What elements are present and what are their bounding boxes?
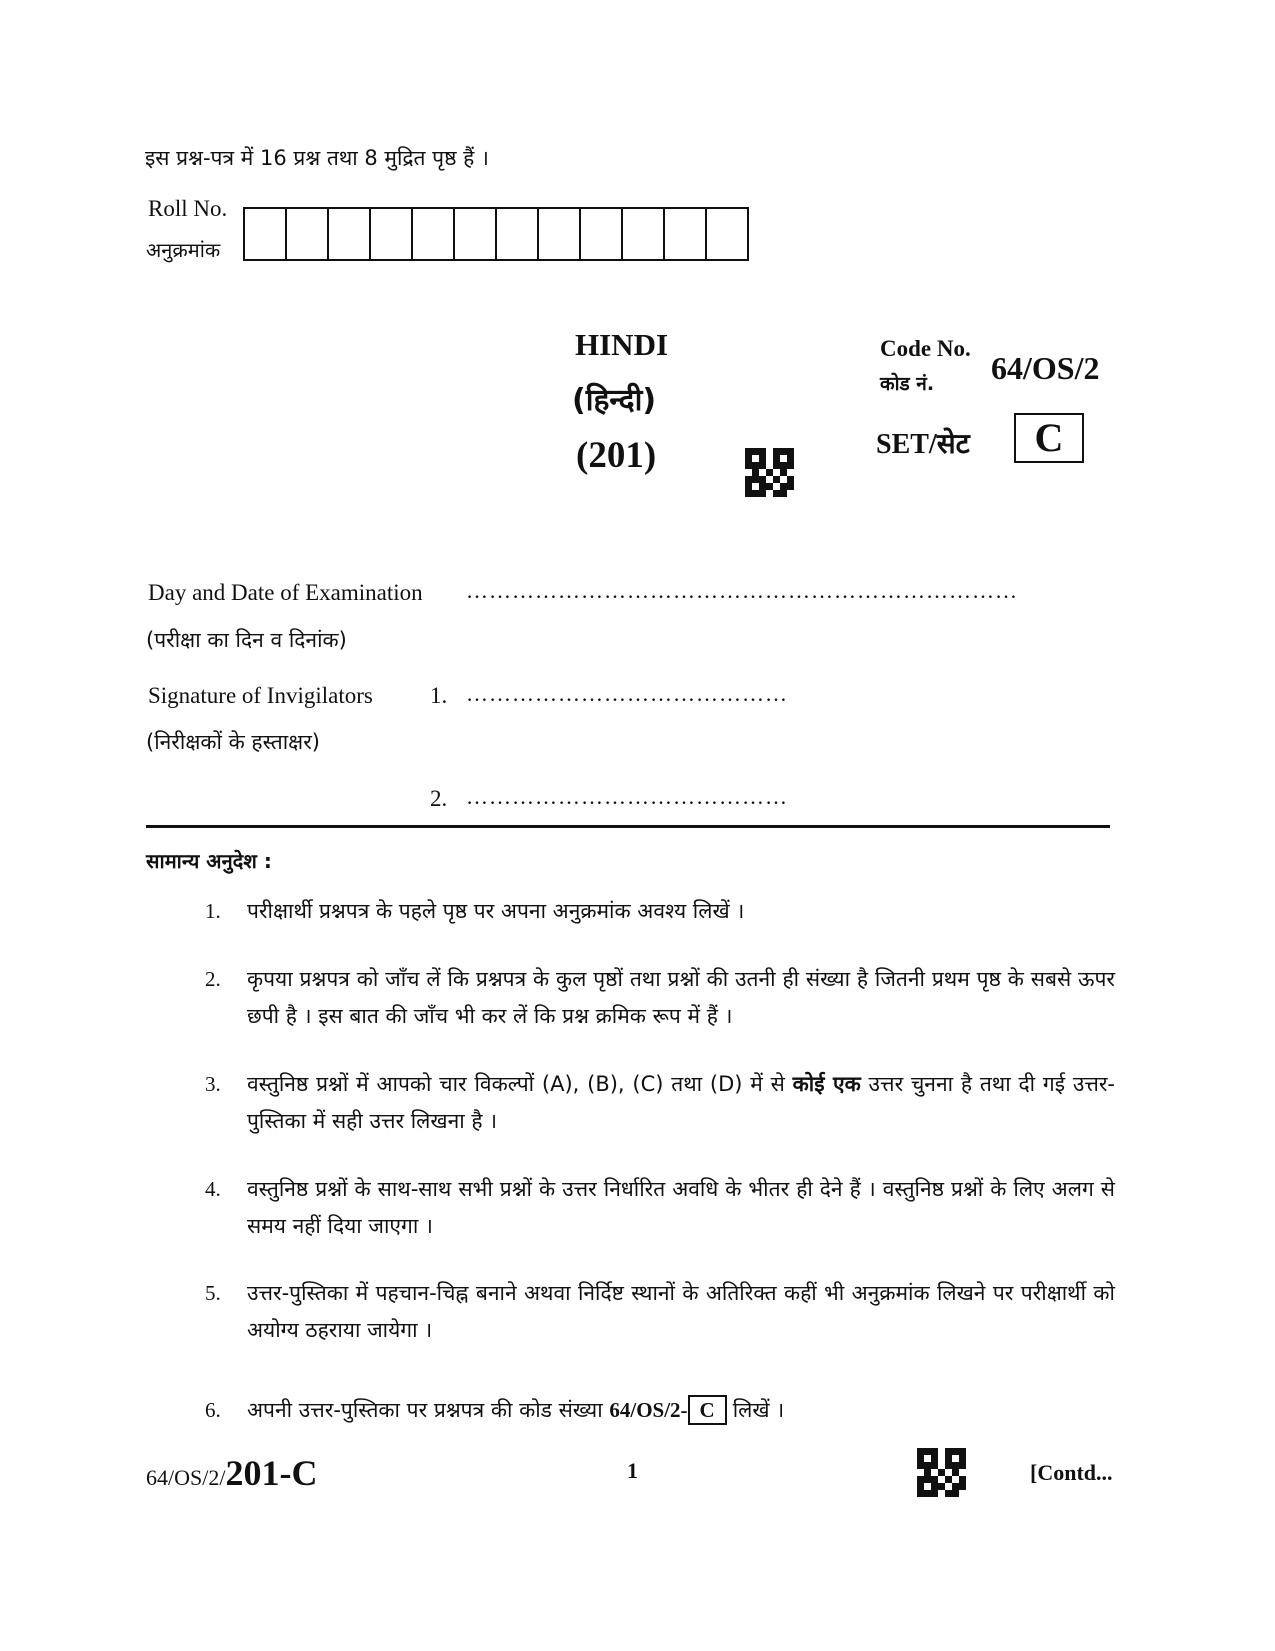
- qr-module: [931, 1448, 938, 1455]
- roll-number-digit-box[interactable]: [707, 209, 749, 259]
- set-code-inline-box: C: [688, 1395, 727, 1425]
- qr-module: [787, 462, 794, 469]
- invigilator-signature-label-hindi: (निरीक्षकों के हस्ताक्षर): [146, 730, 320, 754]
- qr-module: [917, 1483, 924, 1490]
- footer-paper-code: [146, 1452, 317, 1494]
- qr-module: [952, 1490, 959, 1497]
- qr-module: [931, 1490, 938, 1497]
- qr-module: [745, 483, 752, 490]
- set-value-box: C: [1014, 413, 1084, 463]
- qr-module: [780, 448, 787, 455]
- qr-module: [787, 448, 794, 455]
- question-paper-note: इस प्रश्न-पत्र में 16 प्रश्न तथा 8 मुद्रित पृष्ठ हैं ।: [145, 146, 489, 170]
- qr-module: [766, 483, 773, 490]
- roll-number-digit-box[interactable]: [371, 209, 413, 259]
- instruction-emphasis: कोई एक: [792, 1072, 861, 1096]
- instruction-number: 2.: [205, 967, 221, 991]
- qr-module: [924, 1462, 931, 1469]
- qr-module: [952, 1476, 959, 1483]
- qr-module: [766, 448, 773, 455]
- roll-number-digit-box[interactable]: [455, 209, 497, 259]
- instruction-number: 5.: [205, 1281, 221, 1305]
- instruction-item: [205, 1066, 1115, 1140]
- qr-module: [931, 1469, 938, 1476]
- qr-module: [959, 1455, 966, 1462]
- qr-module: [745, 476, 752, 483]
- qr-module: [759, 483, 766, 490]
- qr-module: [752, 462, 759, 469]
- instruction-text-part: वस्तुनिष्ठ प्रश्नों में आपको चार विकल्पों (A), (B), (C) तथा (D) में से: [247, 1072, 793, 1096]
- exam-date-label-hindi: (परीक्षा का दिन व दिनांक): [146, 628, 347, 652]
- qr-module: [924, 1455, 931, 1462]
- qr-module: [952, 1469, 959, 1476]
- qr-module: [752, 476, 759, 483]
- qr-module: [959, 1469, 966, 1476]
- footer-code-small: 64/OS/2/: [146, 1465, 226, 1490]
- roll-number-digit-box[interactable]: [581, 209, 623, 259]
- qr-module: [952, 1483, 959, 1490]
- qr-module: [917, 1469, 924, 1476]
- qr-module: [938, 1476, 945, 1483]
- qr-module: [917, 1455, 924, 1462]
- roll-number-digit-box[interactable]: [665, 209, 707, 259]
- qr-module: [752, 448, 759, 455]
- qr-module: [931, 1462, 938, 1469]
- roll-number-digit-box[interactable]: [539, 209, 581, 259]
- qr-module: [745, 462, 752, 469]
- qr-module: [938, 1455, 945, 1462]
- qr-module: [938, 1469, 945, 1476]
- qr-module: [959, 1476, 966, 1483]
- qr-code-icon: [917, 1448, 966, 1497]
- qr-module: [917, 1462, 924, 1469]
- qr-module: [959, 1462, 966, 1469]
- qr-module: [924, 1469, 931, 1476]
- qr-module: [931, 1476, 938, 1483]
- set-label: SET/सेट: [876, 429, 970, 460]
- qr-module: [766, 462, 773, 469]
- qr-module: [931, 1455, 938, 1462]
- instruction-item: [205, 1171, 1115, 1245]
- section-divider: [146, 825, 1110, 828]
- qr-module: [773, 483, 780, 490]
- qr-module: [773, 490, 780, 497]
- footer-code-large: 201-C: [225, 1453, 318, 1493]
- qr-module: [787, 476, 794, 483]
- qr-module: [773, 455, 780, 462]
- code-number-label: Code No.: [880, 336, 971, 361]
- invigilator-signature-label: Signature of Invigilators: [148, 683, 373, 708]
- qr-module: [938, 1483, 945, 1490]
- continued-label: [Contd...: [1030, 1460, 1113, 1485]
- qr-module: [780, 455, 787, 462]
- instruction-text: [247, 1392, 1115, 1429]
- qr-module: [787, 483, 794, 490]
- page-number: 1: [627, 1458, 638, 1483]
- subject-name: HINDI: [575, 327, 669, 362]
- qr-module: [938, 1462, 945, 1469]
- qr-module: [959, 1490, 966, 1497]
- instruction-text: परीक्षार्थी प्रश्नपत्र के पहले पृष्ठ पर अपना अनुक्रमांक अवश्य लिखें ।: [247, 899, 745, 923]
- qr-module: [752, 455, 759, 462]
- qr-module: [945, 1448, 952, 1455]
- instruction-number: 6.: [205, 1398, 221, 1422]
- qr-module: [766, 455, 773, 462]
- instruction-text-part: लिखें ।: [732, 1398, 785, 1422]
- qr-module: [917, 1448, 924, 1455]
- roll-number-digit-box[interactable]: [287, 209, 329, 259]
- qr-module: [752, 490, 759, 497]
- qr-module: [924, 1448, 931, 1455]
- roll-number-label: Roll No.: [148, 196, 228, 221]
- qr-module: [917, 1490, 924, 1497]
- instruction-item: [205, 1392, 1115, 1429]
- qr-module: [773, 448, 780, 455]
- roll-number-digit-box[interactable]: [497, 209, 539, 259]
- qr-module: [773, 469, 780, 476]
- paper-code-inline: 64/OS/2-: [609, 1398, 688, 1422]
- roll-number-digit-box[interactable]: [245, 209, 287, 259]
- signature-number-1: 1.: [430, 683, 448, 708]
- qr-module: [766, 490, 773, 497]
- qr-module: [759, 455, 766, 462]
- instruction-text: उत्तर-पुस्तिका में पहचान-चिह्न बनाने अथवा निर्दिष्ट स्थानों के अतिरिक्त कहीं भी अनुक्रमांक लिखने पर परीक्षार्थी को अयोग्य ठहराया जायेगा ।: [247, 1281, 1115, 1342]
- qr-module: [787, 455, 794, 462]
- signature-number-2: 2.: [430, 786, 448, 811]
- qr-module: [959, 1448, 966, 1455]
- qr-module: [759, 476, 766, 483]
- qr-module: [959, 1483, 966, 1490]
- qr-module: [759, 462, 766, 469]
- exam-date-field[interactable]: ………………………………………………………………: [466, 578, 1018, 603]
- qr-module: [780, 483, 787, 490]
- signature-field-2[interactable]: ……………………………………: [466, 784, 788, 809]
- exam-date-label: Day and Date of Examination: [148, 580, 423, 605]
- subject-code: (201): [576, 435, 657, 476]
- qr-module: [745, 448, 752, 455]
- qr-module: [780, 469, 787, 476]
- qr-module: [917, 1476, 924, 1483]
- instruction-item: [205, 1275, 1115, 1349]
- qr-module: [745, 469, 752, 476]
- instruction-text-part: उत्तर चुनना है तथा दी गई उत्तर-पुस्तिका में सही उत्तर लिखना है ।: [247, 1072, 1115, 1133]
- instructions-title: सामान्य अनुदेश :: [146, 849, 272, 873]
- roll-number-digit-box[interactable]: [623, 209, 665, 259]
- qr-code-icon: [745, 448, 794, 497]
- qr-module: [787, 490, 794, 497]
- instruction-text: [247, 1066, 1115, 1140]
- qr-module: [945, 1476, 952, 1483]
- qr-module: [945, 1462, 952, 1469]
- qr-module: [952, 1462, 959, 1469]
- roll-number-digit-box[interactable]: [329, 209, 371, 259]
- qr-module: [931, 1483, 938, 1490]
- qr-module: [924, 1476, 931, 1483]
- qr-module: [759, 469, 766, 476]
- qr-module: [759, 490, 766, 497]
- qr-module: [745, 490, 752, 497]
- roll-number-digit-box[interactable]: [413, 209, 455, 259]
- instruction-number: 3.: [205, 1072, 221, 1096]
- instruction-item: [205, 893, 1115, 930]
- instruction-text: कृपया प्रश्नपत्र को जाँच लें कि प्रश्नपत्र के कुल पृष्ठों तथा प्रश्नों की उतनी ही संख्या है जितनी प्रथम पृष्ठ के सबसे ऊपर छपी है । इस बात की जाँच भी कर लें कि प्रश्न क्रमिक रूप में हैं ।: [247, 967, 1115, 1028]
- qr-module: [938, 1448, 945, 1455]
- qr-module: [787, 469, 794, 476]
- qr-module: [945, 1490, 952, 1497]
- qr-module: [945, 1455, 952, 1462]
- qr-module: [766, 469, 773, 476]
- roll-number-label-hindi: अनुक्रमांक: [146, 238, 221, 262]
- qr-module: [752, 483, 759, 490]
- qr-module: [752, 469, 759, 476]
- qr-module: [773, 462, 780, 469]
- signature-field-1[interactable]: ……………………………………: [466, 681, 788, 706]
- qr-module: [952, 1455, 959, 1462]
- qr-module: [766, 476, 773, 483]
- qr-module: [780, 490, 787, 497]
- qr-module: [780, 476, 787, 483]
- qr-module: [924, 1483, 931, 1490]
- qr-module: [745, 455, 752, 462]
- subject-name-hindi: (हिन्दी): [572, 383, 657, 418]
- qr-module: [780, 462, 787, 469]
- instruction-number: 4.: [205, 1177, 221, 1201]
- qr-module: [759, 448, 766, 455]
- qr-module: [924, 1490, 931, 1497]
- instruction-item: [205, 961, 1115, 1035]
- instruction-text: वस्तुनिष्ठ प्रश्नों के साथ-साथ सभी प्रश्नों के उत्तर निर्धारित अवधि के भीतर ही देने हैं । वस्तुनिष्ठ प्रश्नों के लिए अलग से समय नहीं दिया जाएगा ।: [247, 1177, 1115, 1238]
- instruction-number: 1.: [205, 899, 221, 923]
- qr-module: [945, 1469, 952, 1476]
- qr-module: [938, 1490, 945, 1497]
- roll-number-boxes[interactable]: [243, 207, 749, 261]
- instruction-text-part: अपनी उत्तर-पुस्तिका पर प्रश्नपत्र की कोड संख्या: [247, 1398, 610, 1422]
- qr-module: [945, 1483, 952, 1490]
- qr-module: [773, 476, 780, 483]
- qr-module: [952, 1448, 959, 1455]
- code-number-label-hindi: कोड नं.: [880, 373, 935, 395]
- code-number-value: 64/OS/2: [991, 350, 1100, 386]
